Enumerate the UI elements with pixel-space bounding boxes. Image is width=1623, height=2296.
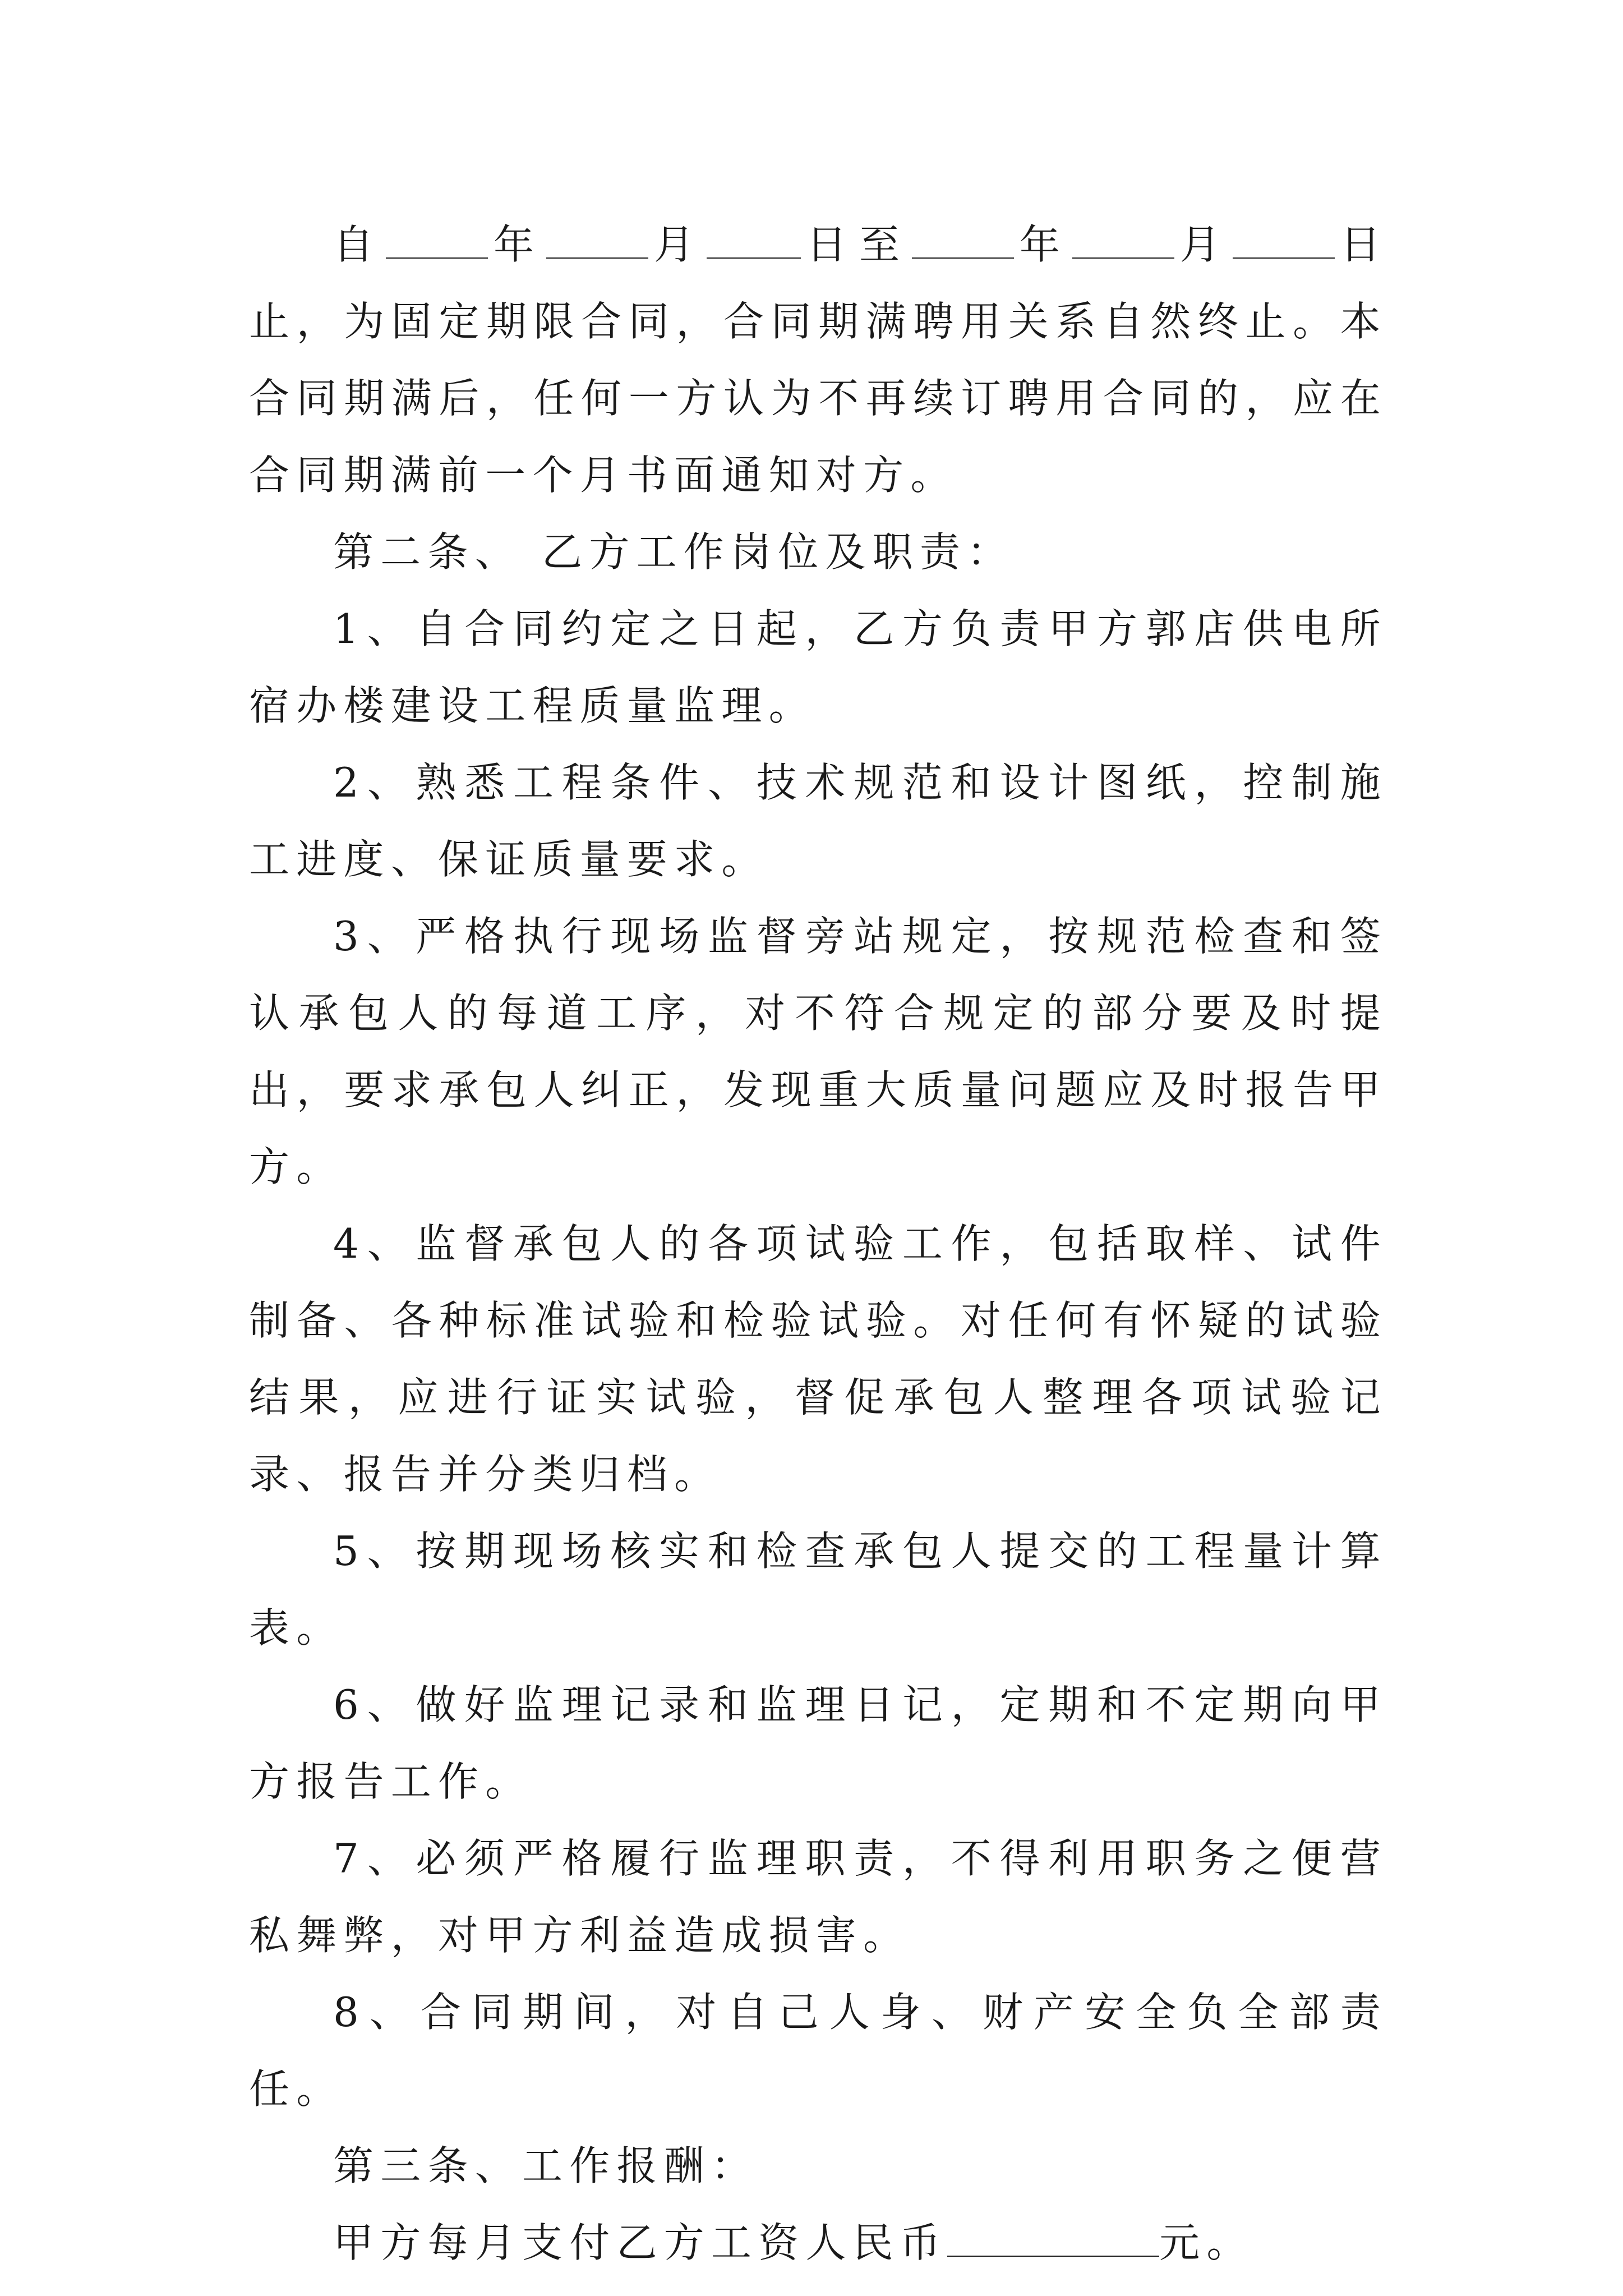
contract-body — [249, 206, 1387, 2281]
term-clause-paragraph — [249, 206, 1387, 514]
duty-item: 8、合同期间，对自己人身、财产安全负全部责任。 — [249, 1989, 1387, 2113]
term-clause-text-2: 年 — [488, 221, 547, 268]
duty-item: 5、按期现场核实和检查承包人提交的工程量计算表。 — [249, 1527, 1387, 1651]
duty-item: 4、监督承包人的各项试验工作，包括取样、试件制备、各种标准试验和检验试验。对任何有怀疑的试验结果，应进行证实试验，督促承包人整理各项试验记录、报告并分类归档。 — [249, 1220, 1387, 1498]
term-clause-text-4: 日至 — [800, 221, 912, 268]
duty-item: 7、必须严格履行监理职责，不得利用职务之便营私舞弊，对甲方利益造成损害。 — [249, 1835, 1387, 1959]
end-month-blank — [1072, 213, 1174, 259]
end-year-blank — [912, 213, 1014, 259]
start-day-blank — [707, 213, 801, 259]
duty-item: 6、做好监理记录和监理日记，定期和不定期向甲方报告工作。 — [249, 1681, 1387, 1805]
article-2-heading: 第二条、 乙方工作岗位及职责： — [333, 528, 1015, 576]
term-clause-text-7: 日止，为固定期限合同，合同期满聘用关系自然终止。本合同期满后，任何一方认为不再续订聘用合同的，应在合同期满前一个月书面通知对方。 — [249, 221, 1387, 499]
salary-amount-blank — [947, 2211, 1159, 2257]
term-clause-text-3: 月 — [648, 221, 707, 268]
term-clause-text-6: 月 — [1174, 221, 1233, 268]
salary-prefix: 甲方每月支付乙方工资人民币 — [333, 2219, 948, 2266]
start-year-blank — [386, 213, 488, 259]
term-clause-text-1: 自 — [333, 221, 386, 268]
salary-paragraph — [249, 2205, 1387, 2281]
end-day-blank — [1233, 213, 1335, 259]
duty-item: 1、自合同约定之日起，乙方负责甲方郭店供电所宿办楼建设工程质量监理。 — [249, 605, 1387, 729]
article-3-heading: 第三条、工作报酬： — [333, 2142, 759, 2189]
term-clause-text-5: 年 — [1014, 221, 1072, 268]
salary-suffix: 元。 — [1159, 2219, 1254, 2266]
duty-item: 2、熟悉工程条件、技术规范和设计图纸，控制施工进度、保证质量要求。 — [249, 759, 1387, 883]
start-month-blank — [546, 213, 648, 259]
duty-item: 3、严格执行现场监督旁站规定，按规范检查和签认承包人的每道工序，对不符合规定的部分要及时提出，要求承包人纠正，发现重大质量问题应及时报告甲方。 — [249, 913, 1387, 1190]
